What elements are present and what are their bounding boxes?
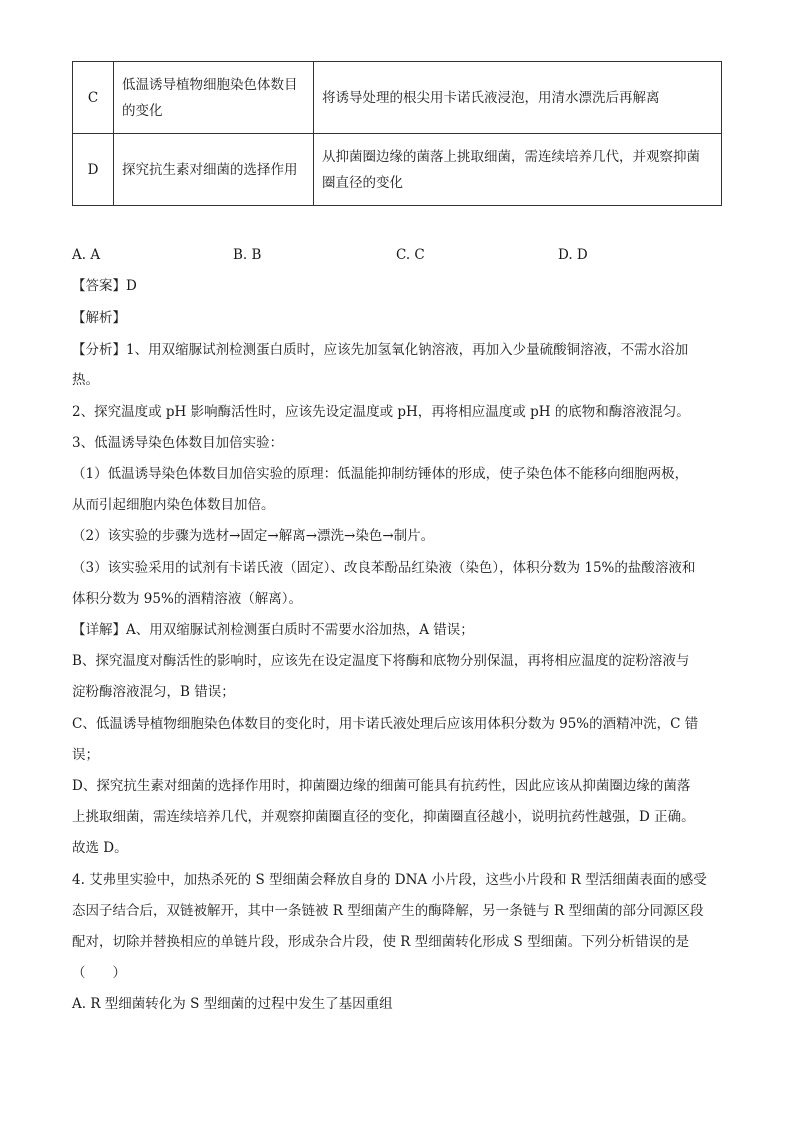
detail-line: 淀粉酶溶液混匀，B 错误； xyxy=(72,684,235,700)
question-4-blank: （ ） xyxy=(72,965,126,981)
analysis-line: 热。 xyxy=(72,372,99,388)
question-4-line: 态因子结合后，双链被解开，其中一条链被 R 型细菌产生的酶降解，另一条链与 R 型细菌的部分同源区段 xyxy=(72,903,704,919)
analysis-label: 【解析】 xyxy=(72,310,126,326)
method-cell: 将诱导处理的根尖用卡诺氏液浸泡，用清水漂洗后再解离 xyxy=(314,62,722,134)
analysis-line: （3）该实验采用的试剂有卡诺氏液（固定）、改良苯酚品红染液（染色），体积分数为 15%的盐酸溶液和 xyxy=(72,560,696,576)
detail-line: 【详解】A、用双缩脲试剂检测蛋白质时不需要水浴加热，A 错误； xyxy=(72,622,474,638)
experiment-text-line: 的变化 xyxy=(122,102,163,119)
analysis-line: （2）该实验的步骤为选材→固定→解离→漂洗→染色→制片。 xyxy=(72,528,435,544)
experiment-table xyxy=(72,61,722,206)
detail-line: 上挑取细菌，需连续培养几代，并观察抑菌圈直径的变化，抑菌圈直径越小，说明抗药性越强，D 正确。 xyxy=(72,809,695,825)
answer-choices xyxy=(0,244,794,266)
analysis-line: 3、低温诱导染色体数目加倍实验： xyxy=(72,435,284,451)
experiment-cell: 探究抗生素对细菌的选择作用 xyxy=(114,134,314,206)
question-4-line: 4. 艾弗里实验中，加热杀死的 S 型细菌会释放自身的 DNA 小片段，这些小片段和 R 型活细菌表面的感受 xyxy=(72,872,707,888)
detail-line: 故选 D。 xyxy=(72,840,128,856)
detail-line: B、探究温度对酶活性的影响时，应该先在设定温度下将酶和底物分别保温，再将相应温度的淀粉溶液与 xyxy=(72,653,690,669)
row-letter: C xyxy=(73,62,114,134)
detail-line: C、低温诱导植物细胞染色体数目的变化时，用卡诺氏液处理后应该用体积分数为 95%的酒精冲洗，C 错 xyxy=(72,716,699,732)
choice-b: B. B xyxy=(233,247,262,263)
row-letter: D xyxy=(73,134,114,206)
answer-label: 【答案】 xyxy=(72,278,126,294)
analysis-line: 体积分数为 95%的酒精溶液（解离）。 xyxy=(72,591,303,607)
answer-value: D xyxy=(126,278,137,294)
method-text-line: 圈直径的变化 xyxy=(322,174,403,191)
method-text-line: 从抑菌圈边缘的菌落上挑取细菌，需连续培养几代，并观察抑菌 xyxy=(322,148,700,165)
question-4-option-a: A. R 型细菌转化为 S 型细菌的过程中发生了基因重组 xyxy=(72,996,393,1012)
analysis-line: 2、探究温度或 pH 影响酶活性时，应该先设定温度或 pH，再将相应温度或 pH 的底物和酶溶液混匀。 xyxy=(72,404,690,420)
answer-line xyxy=(72,275,722,297)
analysis-line: 从而引起细胞内染色体数目加倍。 xyxy=(72,497,275,513)
choice-a: A. A xyxy=(72,247,101,263)
question-4-line: 配对，切除并替换相应的单链片段，形成杂合片段，使 R 型细菌转化形成 S 型细菌。下列分析错误的是 xyxy=(72,934,690,950)
analysis-line: （1）低温诱导染色体数目加倍实验的原理：低温能抑制纺锤体的形成，使子染色体不能移向细胞两极， xyxy=(72,466,689,482)
table-row xyxy=(73,62,722,134)
method-cell xyxy=(314,134,722,206)
table-row xyxy=(73,134,722,206)
experiment-text-line: 低温诱导植物细胞染色体数目 xyxy=(122,76,298,93)
detail-line: D、探究抗生素对细菌的选择作用时，抑菌圈边缘的细菌可能具有抗药性，因此应该从抑菌圈边缘的菌落 xyxy=(72,778,691,794)
experiment-cell xyxy=(114,62,314,134)
analysis-line: 【分析】1、用双缩脲试剂检测蛋白质时，应该先加氢氧化钠溶液，再加入少量硫酸铜溶液，不需水浴加 xyxy=(72,342,689,358)
choice-d: D. D xyxy=(558,247,588,263)
choice-c: C. C xyxy=(396,247,425,263)
detail-line: 误； xyxy=(72,747,99,763)
